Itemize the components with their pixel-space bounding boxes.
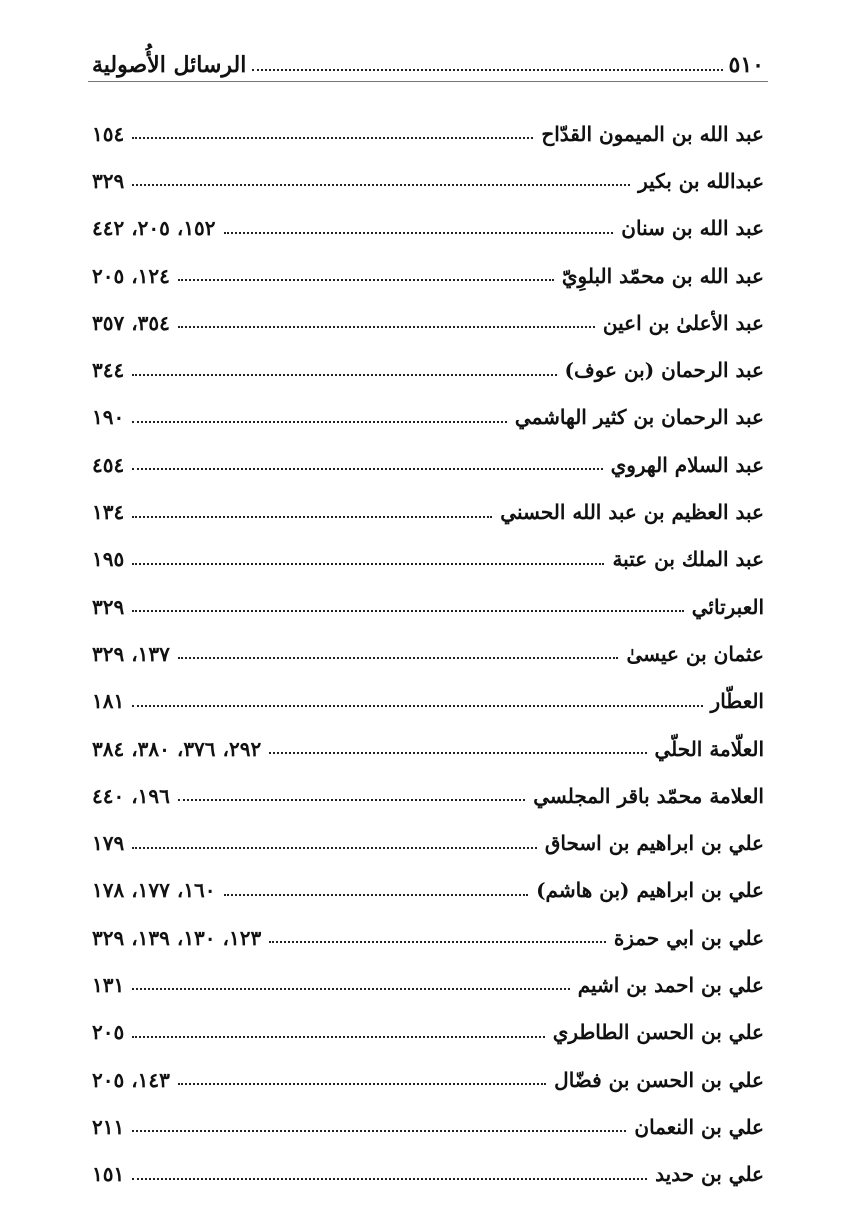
entry-name: عبد الملك بن عتبة <box>612 547 764 572</box>
leader-dots <box>132 1177 647 1180</box>
entry-page-numbers: ١٢٣، ١٣٠، ١٣٩، ٣٢٩ <box>92 925 262 950</box>
leader-dots <box>132 373 556 376</box>
entry-name: عبد الله بن محمّد البلوِيّ <box>561 263 764 288</box>
entry-name: علي بن النعمان <box>634 1114 764 1139</box>
entry-page-numbers: ١٥٢، ٢٠٥، ٤٤٢ <box>92 216 216 241</box>
entry-name: علي بن حديد <box>655 1162 764 1187</box>
entry-page-numbers: ١٤٣، ٢٠٥ <box>92 1067 170 1092</box>
entry-name: عبد الرحمان بن كثير الهاشمي <box>514 405 764 430</box>
leader-dots <box>269 751 646 754</box>
index-entry <box>92 205 764 252</box>
index-entry <box>92 678 764 725</box>
leader-dots <box>178 798 525 801</box>
index-entry <box>92 1009 764 1056</box>
index-entry <box>92 346 764 393</box>
entry-page-numbers: ٢٠٥ <box>92 1020 125 1045</box>
entry-name: عبد الأعلىٰ بن اعين <box>602 310 764 335</box>
leader-dots <box>132 183 630 186</box>
index-entry <box>92 441 764 488</box>
leader-dots <box>132 136 533 139</box>
index-entry <box>92 157 764 204</box>
leader-dots <box>132 704 702 707</box>
leader-dots <box>132 515 492 518</box>
index-entry <box>92 867 764 914</box>
index-entry <box>92 772 764 819</box>
entry-name: عبد الله بن سنان <box>621 216 764 241</box>
name-index-list <box>92 110 764 1198</box>
entry-page-numbers: ١٩٦، ٤٤٠ <box>92 783 170 808</box>
entry-page-numbers: ٣٥٤، ٣٥٧ <box>92 310 170 335</box>
entry-name: علي بن الحسن بن فضّال <box>554 1067 764 1092</box>
index-entry <box>92 914 764 961</box>
index-entry <box>92 630 764 677</box>
leader-dots <box>132 846 537 849</box>
entry-page-numbers: ٢١١ <box>92 1114 125 1139</box>
entry-page-numbers: ١٣٧، ٣٢٩ <box>92 641 170 666</box>
entry-name: عبد الله بن الميمون القدّاح <box>541 121 764 146</box>
entry-page-numbers: ١٩٥ <box>92 547 125 572</box>
leader-dots <box>224 893 529 896</box>
entry-name: العطّار <box>710 689 764 714</box>
leader-dots <box>132 1035 544 1038</box>
index-entry <box>92 725 764 772</box>
index-entry <box>92 1103 764 1150</box>
header-rule <box>88 81 768 82</box>
entry-name: عبد الرحمان (بن عوف) <box>564 358 764 383</box>
index-entry <box>92 583 764 630</box>
leader-dots <box>178 325 595 328</box>
entry-name: علي بن احمد بن اشيم <box>577 972 764 997</box>
entry-page-numbers: ١٣١ <box>92 972 125 997</box>
entry-name: عبد السلام الهروي <box>610 452 764 477</box>
leader-dots <box>132 467 602 470</box>
entry-page-numbers: ١٥١ <box>92 1162 125 1187</box>
running-header <box>92 34 764 78</box>
index-entry <box>92 1056 764 1103</box>
index-entry <box>92 1151 764 1198</box>
entry-name: العلّامة الحلّي <box>654 736 764 761</box>
entry-page-numbers: ١٩٠ <box>92 405 125 430</box>
entry-page-numbers: ١٦٠، ١٧٧، ١٧٨ <box>92 878 216 903</box>
leader-dots <box>132 420 507 423</box>
leader-dots <box>178 1082 546 1085</box>
entry-page-numbers: ١٥٤ <box>92 121 125 146</box>
index-entry <box>92 961 764 1008</box>
entry-page-numbers: ١٨١ <box>92 689 125 714</box>
leader-dots <box>178 278 554 281</box>
book-title: الرسائل الأُصولية <box>92 52 247 78</box>
leader-dots <box>269 940 606 943</box>
entry-page-numbers: ١٢٤، ٢٠٥ <box>92 263 170 288</box>
entry-page-numbers: ٤٥٤ <box>92 452 125 477</box>
entry-name: علي بن ابراهيم (بن هاشم) <box>536 878 764 903</box>
index-entry <box>92 488 764 535</box>
header-leader-dots <box>252 68 722 71</box>
entry-name: علي بن ابراهيم بن اسحاق <box>544 831 764 856</box>
entry-page-numbers: ١٧٩ <box>92 831 125 856</box>
leader-dots <box>224 231 614 234</box>
entry-name: العبرتائي <box>691 594 764 619</box>
index-entry <box>92 819 764 866</box>
index-entry <box>92 299 764 346</box>
entry-name: عبد العظيم بن عبد الله الحسني <box>500 500 764 525</box>
leader-dots <box>132 562 604 565</box>
entry-name: علي بن ابي حمزة <box>613 925 764 950</box>
entry-name: عبدالله بن بكير <box>638 168 764 193</box>
entry-name: العلامة محمّد باقر المجلسي <box>533 783 764 808</box>
leader-dots <box>178 656 619 659</box>
entry-page-numbers: ١٣٤ <box>92 500 125 525</box>
index-entry <box>92 536 764 583</box>
leader-dots <box>132 609 684 612</box>
page-number: ٥١٠ <box>728 52 764 78</box>
index-entry <box>92 110 764 157</box>
entry-page-numbers: ٢٩٢، ٣٧٦، ٣٨٠، ٣٨٤ <box>92 736 262 761</box>
entry-page-numbers: ٣٤٤ <box>92 358 125 383</box>
index-entry <box>92 252 764 299</box>
entry-page-numbers: ٣٢٩ <box>92 594 125 619</box>
leader-dots <box>132 987 569 990</box>
entry-name: عثمان بن عيسىٰ <box>626 641 764 666</box>
entry-name: علي بن الحسن الطاطري <box>552 1020 764 1045</box>
entry-page-numbers: ٣٢٩ <box>92 168 125 193</box>
index-entry <box>92 394 764 441</box>
leader-dots <box>132 1129 626 1132</box>
